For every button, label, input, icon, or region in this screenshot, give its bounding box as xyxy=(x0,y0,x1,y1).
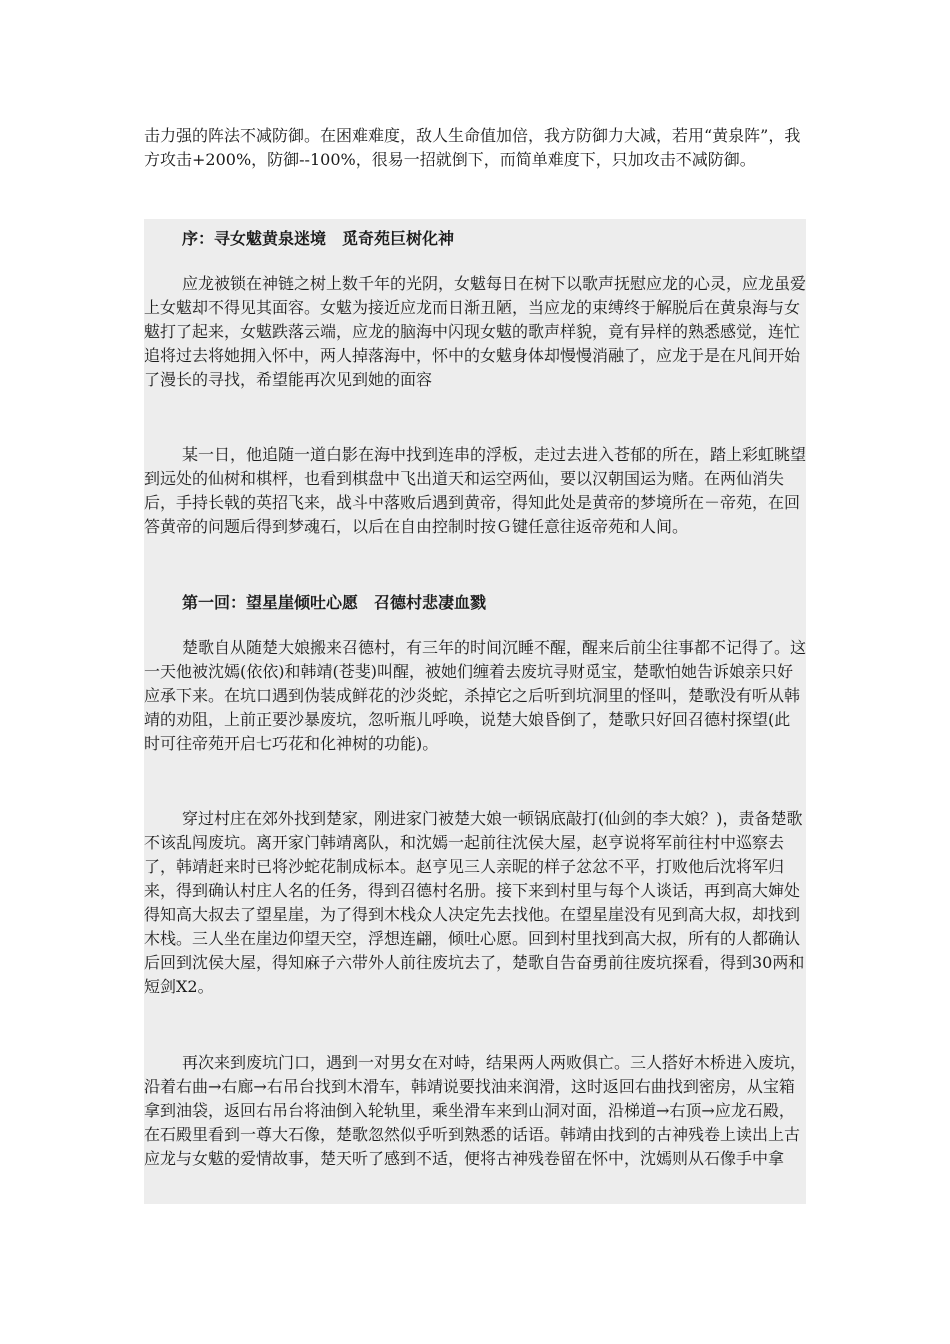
prologue-paragraph-1: 应龙被锁在神链之树上数千年的光阴，女魃每日在树下以歌声抚慰应龙的心灵，应龙虽爱上女魃却不得见其面容。女魃为接近应龙而日渐丑陋，当应龙的束缚终于解脱后在黄泉海与女魃打了起来，女魃跌落云端，应龙的脑海中闪现女魃的歌声样貌，竟有异样的熟悉感觉，连忙追将过去将她拥入怀中，两人掉落海中，怀中的女魃身体却慢慢消融了，应龙于是在凡间开始了漫长的寻找，希望能再次见到她的面容 xyxy=(144,274,807,389)
intro-paragraph: 击力强的阵法不减防御。在困难难度，敌人生命值加倍，我方防御力大减，若用“黄泉阵”，我方攻击+200%，防御--100%，很易一招就倒下，而简单难度下，只加攻击不减防御。 xyxy=(144,126,801,169)
prologue-paragraph-2: 某一日，他追随一道白影在海中找到连串的浮板，走过去进入苍郁的所在，踏上彩虹眺望到远处的仙树和棋枰，也看到棋盘中飞出道天和运空两仙，要以汉朝国运为赌。在两仙消失后，手持长戟的英招飞来，战斗中落败后遇到黄帝，得知此处是黄帝的梦境所在－帝苑，在回答黄帝的问题后得到梦魂石，以后在自由控制时按Ｇ键任意往返帝苑和人间。 xyxy=(144,445,807,536)
chapter1-paragraph-2: 穿过村庄在郊外找到楚家，刚进家门被楚大娘一顿锅底敲打(仙剑的李大娘？)，责备楚歌不该乱闯废坑。离开家门韩靖离队，和沈嫣一起前往沈侯大屋，赵亨说将军前往村中巡察去了，韩靖赶来时已将沙蛇花制成标本。赵亨见三人亲昵的样子忿忿不平，打败他后沈将军归来，得到确认村庄人名的任务，得到召德村名册。接下来到村里与每个人谈话，再到高大婶处得知高大叔去了望星崖，为了得到木栈众人决定先去找他。在望星崖没有见到高大叔，却找到木栈。三人坐在崖边仰望天空，浮想连翩，倾吐心愿。回到村里找到高大叔，所有的人都确认后回到沈侯大屋，得知麻子六带外人前往废坑去了，楚歌自告奋勇前往废坑探看，得到30两和短剑X2。 xyxy=(144,809,805,996)
chapter1-paragraph-3: 再次来到废坑门口，遇到一对男女在对峙，结果两人两败俱亡。三人搭好木桥进入废坑，沿着右曲→右廊→右吊台找到木滑车，韩靖说要找油来润滑，这时返回右曲找到密房，从宝箱拿到油袋，返回右吊台将油倒入轮轨里，乘坐滑车来到山洞对面，沿梯道→右顶→应龙石殿，在石殿里看到一尊大石像，楚歌忽然似乎听到熟悉的话语。韩靖由找到的古神残卷上读出上古应龙与女魃的爱情故事，楚天听了感到不适，便将古神残卷留在怀中，沈嫣则从石像手中拿 xyxy=(144,1053,807,1168)
prologue-heading: 序：寻女魃黄泉迷境 觅奇苑巨树化神 xyxy=(182,229,455,248)
chapter1-paragraph-1: 楚歌自从随楚大娘搬来召德村，有三年的时间沉睡不醒，醒来后前尘往事都不记得了。这一天他被沈嫣(依依)和韩靖(苍斐)叫醒，被她们缠着去废坑寻财觅宝，楚歌怕她告诉娘亲只好应承下来。在坑口遇到伪装成鲜花的沙炎蛇，杀掉它之后听到坑洞里的怪叫，楚歌没有听从韩靖的劝阻，上前正要沙暴废坑，忽听瓶儿呼唤，说楚大娘昏倒了，楚歌只好回召德村探望(此时可往帝苑开启七巧花和化神树的功能)。 xyxy=(144,638,807,753)
chapter1-heading: 第一回：望星崖倾吐心愿 召德村悲凄血戮 xyxy=(182,593,487,612)
